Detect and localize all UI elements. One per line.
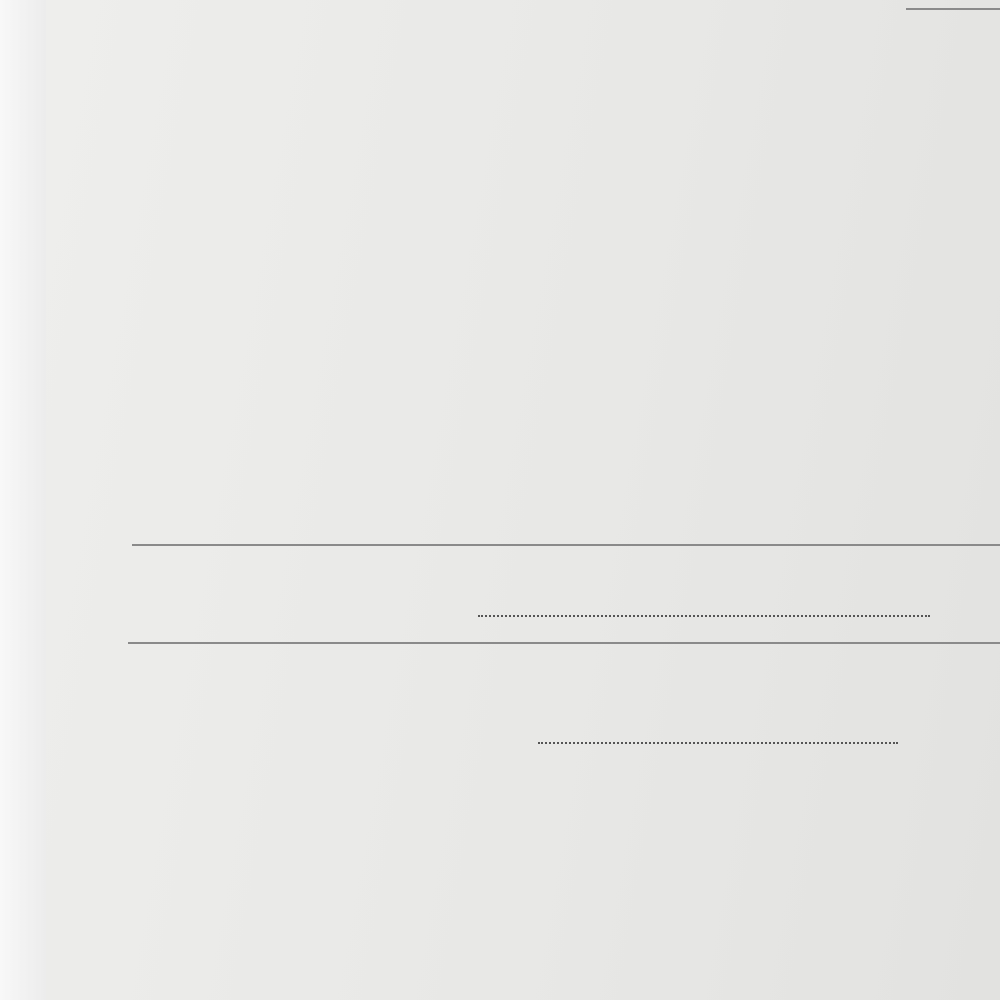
toc-page <box>46 0 1000 1000</box>
chapter-divider <box>128 642 1000 644</box>
book-edge <box>0 0 46 1000</box>
part-dots <box>478 595 930 617</box>
top-rule <box>906 8 1000 10</box>
section-divider <box>132 544 1000 546</box>
chapter-dots <box>538 722 898 744</box>
